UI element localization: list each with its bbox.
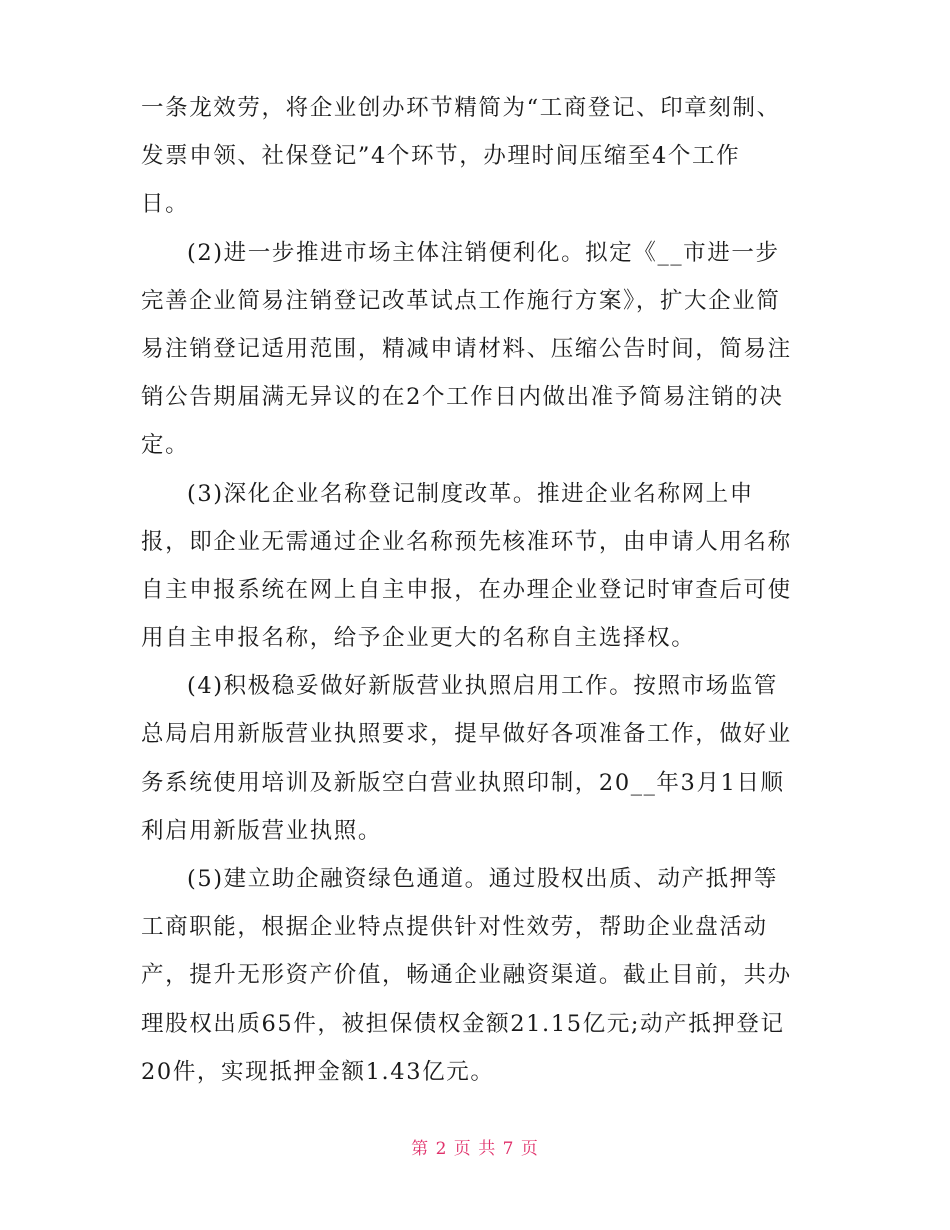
text-line: 一条龙效劳，将企业创办环节精简为“工商登记、印章刻制、 xyxy=(141,95,781,121)
text-line: 报，即企业无需通过企业名称预先核准环节，由申请人用名称 xyxy=(141,528,792,555)
text-line: 用自主申报名称，给予企业更大的名称自主选择权。 xyxy=(141,625,696,652)
text-line: 产，提升无形资产价值，畅通企业融资渠道。截止目前，共办 xyxy=(141,962,792,989)
text-line: 定。 xyxy=(141,432,190,459)
text-line: 总局启用新版营业执照要求，提早做好各项准备工作，做好业 xyxy=(141,721,792,748)
text-line: 工商职能，根据企业特点提供针对性效劳，帮助企业盘活动 xyxy=(141,914,768,941)
text-line: 发票申领、社保登记”4个环节，办理时间压缩至4个工作 xyxy=(141,143,741,170)
text-line: 理股权出质65件，被担保债权金额21.15亿元;动产抵押登记 xyxy=(141,1010,785,1037)
text-line: 销公告期届满无异议的在2个工作日内做出准予简易注销的决 xyxy=(141,384,784,411)
paragraph-start-line: (4)积极稳妥做好新版营业执照启用工作。按照市场监管 xyxy=(187,673,778,700)
text-line: 利启用新版营业执照。 xyxy=(141,817,383,844)
paragraph-start-line: (5)建立助企融资绿色通道。通过股权出质、动产抵押等 xyxy=(187,866,778,892)
text-line: 日。 xyxy=(141,191,190,218)
text-line: 易注销登记适用范围，精减申请材料、压缩公告时间，简易注 xyxy=(141,335,792,362)
paragraph-start-line: (2)进一步推进市场主体注销便利化。拟定《__市进一步 xyxy=(187,239,780,266)
page-number-footer: 第 2 页 共 7 页 xyxy=(411,1139,539,1159)
document-body xyxy=(141,84,821,1096)
text-line: 20件，实现抵押金额1.43亿元。 xyxy=(141,1058,495,1085)
paragraph-start-line: (3)深化企业名称登记制度改革。推进企业名称网上申 xyxy=(187,480,754,507)
text-line: 务系统使用培训及新版空白营业执照印制，20__年3月1日顺 xyxy=(141,769,785,796)
text-line: 完善企业简易注销登记改革试点工作施行方案》，扩大企业简 xyxy=(141,287,781,314)
text-line: 自主申报系统在网上自主申报，在办理企业登记时审查后可使 xyxy=(141,576,792,603)
